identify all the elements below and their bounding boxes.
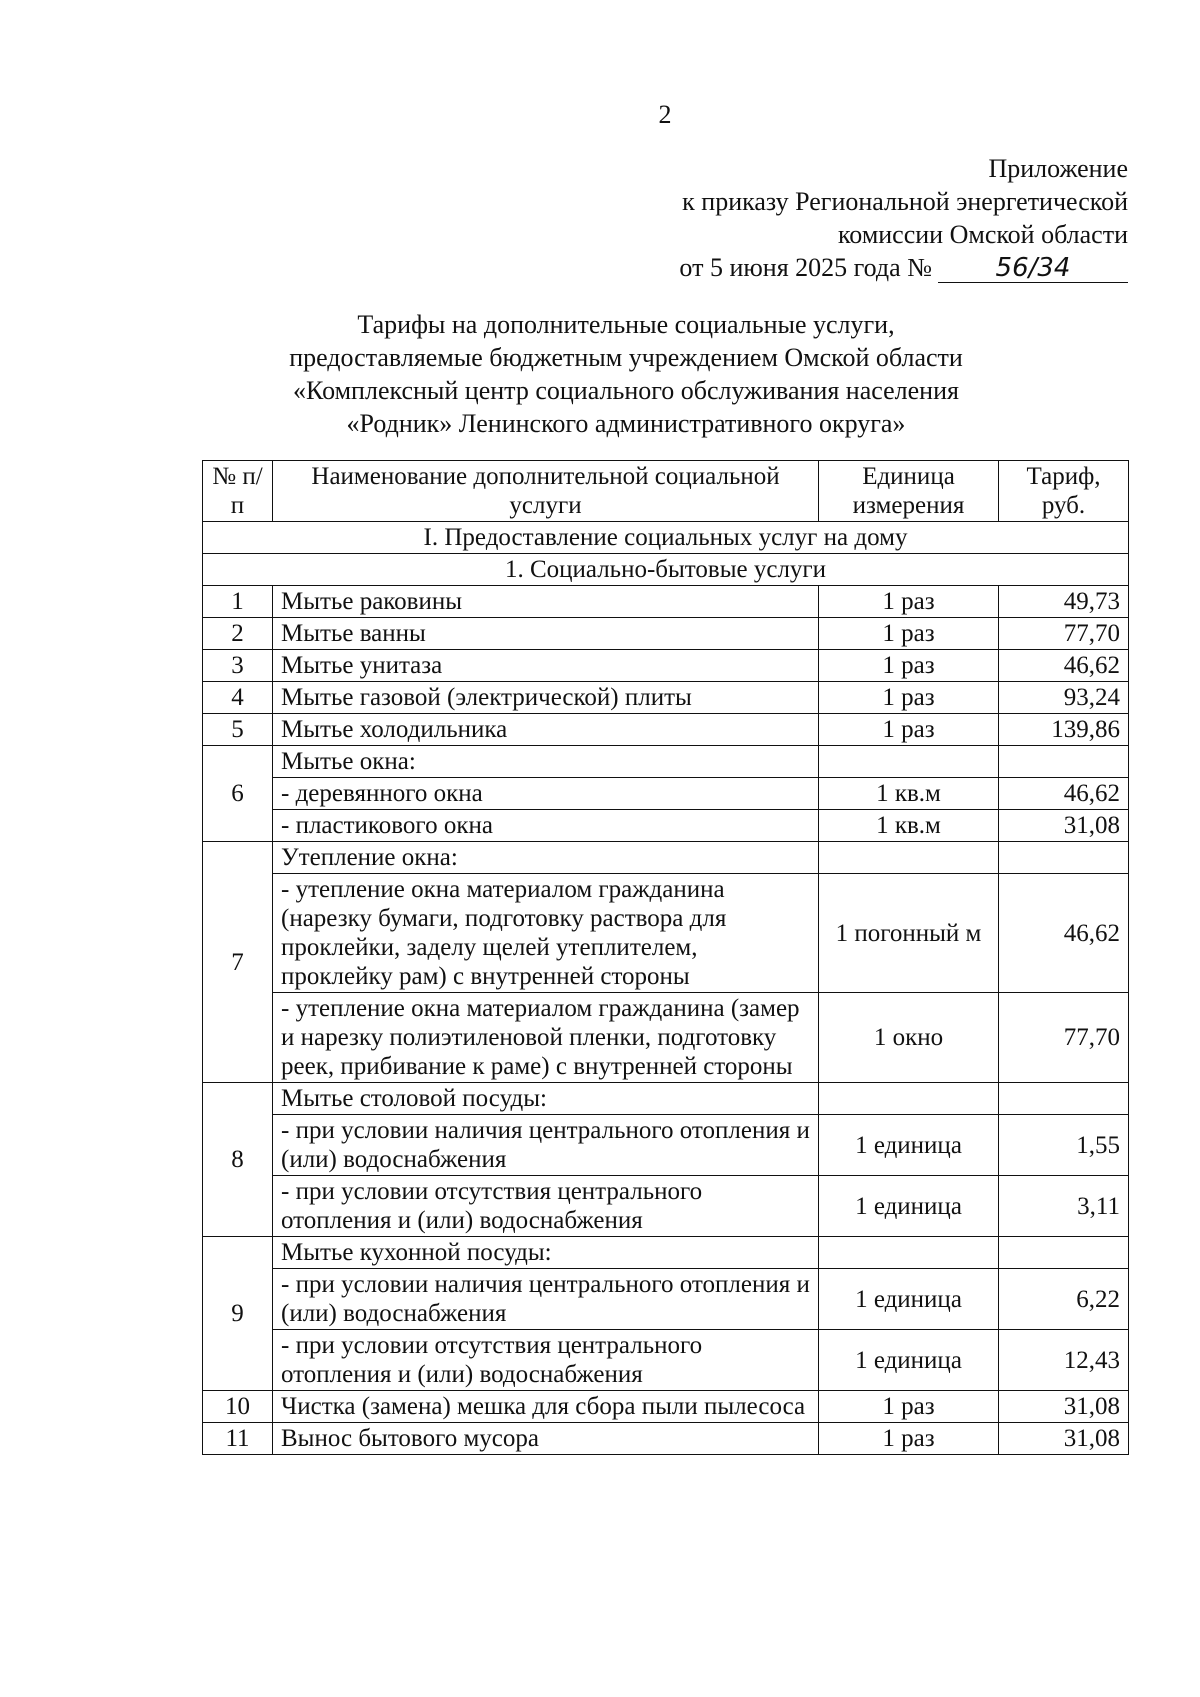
row-unit: 1 раз: [819, 1391, 999, 1423]
row-name: - при условии отсутствия центрального отопления и (или) водоснабжения: [273, 1330, 819, 1391]
table-row: [203, 810, 1129, 842]
table-row: [203, 874, 1129, 993]
row-num: 4: [203, 682, 273, 714]
row-unit: 1 единица: [819, 1176, 999, 1237]
table-row: [203, 714, 1129, 746]
row-unit: 1 раз: [819, 682, 999, 714]
row-name: Мытье холодильника: [273, 714, 819, 746]
table-header-row: [203, 461, 1129, 522]
table-row: [203, 842, 1129, 874]
row-price-empty: [999, 1237, 1129, 1269]
row-group-head: Утепление окна:: [273, 842, 819, 874]
row-num: 6: [203, 746, 273, 842]
row-name: - при условии отсутствия центрального отопления и (или) водоснабжения: [273, 1176, 819, 1237]
header-num: № п/п: [203, 461, 273, 522]
subsection-title: 1. Социально-бытовые услуги: [203, 554, 1129, 586]
row-name: - утепление окна материалом гражданина (замер и нарезку полиэтиленовой пленки, подготовку реек, прибивание к раме) с внутренней стороны: [273, 993, 819, 1083]
row-price: 31,08: [999, 1423, 1129, 1455]
row-price: 49,73: [999, 586, 1129, 618]
appendix-order-line: [679, 251, 1128, 284]
section-row: [203, 522, 1129, 554]
table-row: [203, 1423, 1129, 1455]
row-price-empty: [999, 1083, 1129, 1115]
document-title: [236, 308, 1016, 440]
row-num: 10: [203, 1391, 273, 1423]
row-num: 11: [203, 1423, 273, 1455]
row-unit: 1 окно: [819, 993, 999, 1083]
row-unit: 1 раз: [819, 714, 999, 746]
row-group-head: Мытье кухонной посуды:: [273, 1237, 819, 1269]
row-name: Мытье газовой (электрической) плиты: [273, 682, 819, 714]
table-row: [203, 778, 1129, 810]
header-unit: Единица измерения: [819, 461, 999, 522]
table-row: [203, 1269, 1129, 1330]
row-price: 1,55: [999, 1115, 1129, 1176]
row-price: 77,70: [999, 993, 1129, 1083]
row-unit: 1 раз: [819, 618, 999, 650]
appendix-block: [679, 152, 1128, 284]
table-row: [203, 1330, 1129, 1391]
tariffs-table: [202, 460, 1129, 1455]
table-row: [203, 1115, 1129, 1176]
header-name: Наименование дополнительной социальной услуги: [273, 461, 819, 522]
row-name: - пластикового окна: [273, 810, 819, 842]
row-price: 3,11: [999, 1176, 1129, 1237]
appendix-order-ref: к приказу Региональной энергетической: [682, 187, 1128, 216]
row-unit-empty: [819, 842, 999, 874]
row-price: 139,86: [999, 714, 1129, 746]
table-row: [203, 1391, 1129, 1423]
row-group-head: Мытье столовой посуды:: [273, 1083, 819, 1115]
subsection-row: [203, 554, 1129, 586]
section-title: I. Предоставление социальных услуг на дому: [203, 522, 1129, 554]
header-price: Тариф, руб.: [999, 461, 1129, 522]
page-number: 2: [658, 100, 672, 129]
row-name: - при условии наличия центрального отопления и (или) водоснабжения: [273, 1115, 819, 1176]
row-name: - деревянного окна: [273, 778, 819, 810]
row-name: - при условии наличия центрального отопления и (или) водоснабжения: [273, 1269, 819, 1330]
row-unit: 1 раз: [819, 1423, 999, 1455]
row-price: 31,08: [999, 810, 1129, 842]
table-row: [203, 993, 1129, 1083]
row-num: 3: [203, 650, 273, 682]
row-price: 31,08: [999, 1391, 1129, 1423]
table-row: [203, 746, 1129, 778]
table-row: [203, 682, 1129, 714]
row-num: 7: [203, 842, 273, 1083]
row-unit: 1 единица: [819, 1115, 999, 1176]
appendix-title: Приложение: [988, 154, 1128, 183]
row-num: 8: [203, 1083, 273, 1237]
row-price: 46,62: [999, 778, 1129, 810]
row-group-head: Мытье окна:: [273, 746, 819, 778]
row-unit-empty: [819, 746, 999, 778]
row-name: Мытье раковины: [273, 586, 819, 618]
row-name: - утепление окна материалом гражданина (нарезку бумаги, подготовку раствора для проклейки, заделу щелей утеплителем, проклейку рам) с внутренней стороны: [273, 874, 819, 993]
row-num: 9: [203, 1237, 273, 1391]
title-line-4: «Родник» Ленинского административного округа»: [346, 409, 906, 438]
row-price-empty: [999, 746, 1129, 778]
row-unit-empty: [819, 1083, 999, 1115]
table-row: [203, 650, 1129, 682]
row-num: 2: [203, 618, 273, 650]
row-price: 46,62: [999, 650, 1129, 682]
row-name: Мытье ванны: [273, 618, 819, 650]
table-row: [203, 1083, 1129, 1115]
row-unit: 1 погонный м: [819, 874, 999, 993]
row-price: 12,43: [999, 1330, 1129, 1391]
title-line-3: «Комплексный центр социального обслуживания населения: [293, 376, 959, 405]
row-price: 46,62: [999, 874, 1129, 993]
row-unit: 1 раз: [819, 650, 999, 682]
row-price: 6,22: [999, 1269, 1129, 1330]
row-num: 1: [203, 586, 273, 618]
row-price-empty: [999, 842, 1129, 874]
table-row: [203, 1176, 1129, 1237]
row-unit-empty: [819, 1237, 999, 1269]
order-date: от 5 июня 2025 года №: [679, 253, 932, 282]
row-name: Мытье унитаза: [273, 650, 819, 682]
row-unit: 1 кв.м: [819, 778, 999, 810]
row-unit: 1 кв.м: [819, 810, 999, 842]
order-number: 56/34: [938, 254, 1128, 283]
row-name: Чистка (замена) мешка для сбора пыли пылесоса: [273, 1391, 819, 1423]
title-line-1: Тарифы на дополнительные социальные услуги,: [357, 310, 895, 339]
row-price: 77,70: [999, 618, 1129, 650]
table-row: [203, 618, 1129, 650]
appendix-commission: комиссии Омской области: [838, 220, 1128, 249]
row-unit: 1 единица: [819, 1269, 999, 1330]
row-name: Вынос бытового мусора: [273, 1423, 819, 1455]
title-line-2: предоставляемые бюджетным учреждением Омской области: [289, 343, 963, 372]
row-price: 93,24: [999, 682, 1129, 714]
row-num: 5: [203, 714, 273, 746]
table-row: [203, 1237, 1129, 1269]
row-unit: 1 единица: [819, 1330, 999, 1391]
table-row: [203, 586, 1129, 618]
row-unit: 1 раз: [819, 586, 999, 618]
